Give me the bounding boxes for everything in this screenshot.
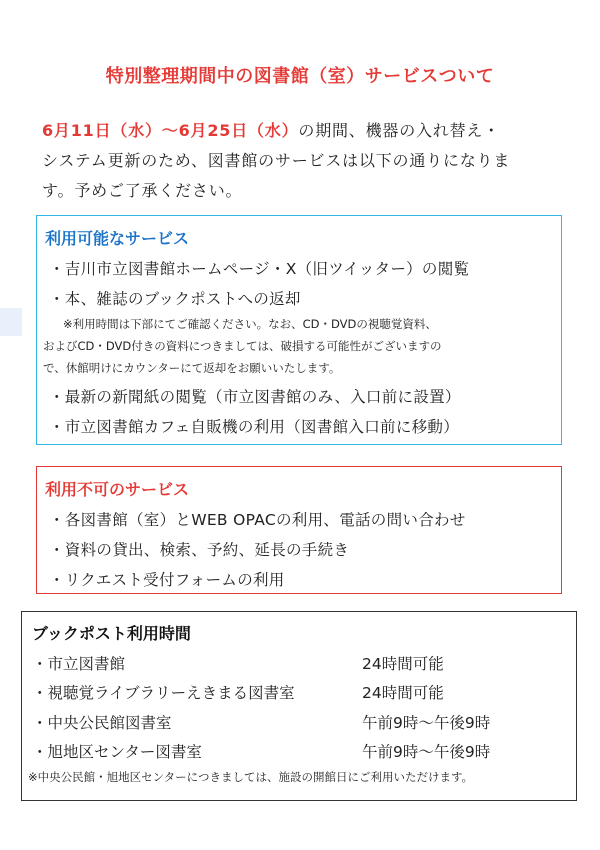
return-note-line: ※利用時間は下部にてご確認ください。なお、CD・DVDの視聴覚資料、: [63, 317, 437, 331]
available-item: ・市立図書館カフェ自販機の利用（図書館入口前に移動）: [49, 418, 460, 436]
return-note-line: およびCD・DVD付きの資料につきましては、破損する可能性がございますの: [43, 339, 442, 353]
unavailable-services-box: [36, 466, 562, 594]
bookpost-hours-box: [21, 611, 577, 801]
closure-date-range: 6月11日（水）～6月25日（水）: [42, 121, 299, 140]
return-note: [43, 313, 553, 379]
hours-location: ・中央公民館図書室: [32, 714, 172, 732]
page-title: 特別整理期間中の図書館（室）サービスついて: [105, 66, 495, 87]
hours-time: 24時間可能: [362, 655, 444, 673]
intro-line-1: [42, 116, 572, 146]
available-services-box: [36, 215, 562, 445]
bookpost-hours-heading: ブックポスト利用時間: [32, 624, 191, 643]
available-item: ・本、雑誌のブックポストへの返却: [49, 290, 301, 308]
hours-location: ・視聴覚ライブラリーえきまる図書室: [32, 684, 295, 702]
hours-time: 午前9時～午後9時: [362, 743, 491, 761]
hours-time: 午前9時～午後9時: [362, 714, 491, 732]
page-edge-marker: [0, 308, 22, 336]
intro-text-1: の期間、機器の入れ替え・: [298, 121, 501, 140]
available-services-heading: 利用可能なサービス: [45, 229, 190, 248]
available-item: ・最新の新聞紙の閲覧（市立図書館のみ、入口前に設置）: [49, 388, 461, 406]
unavailable-item: ・リクエスト受付フォームの利用: [49, 571, 285, 589]
intro-paragraph: [42, 116, 572, 206]
unavailable-item: ・資料の貸出、検索、予約、延長の手続き: [49, 541, 350, 559]
hours-footnote: ※中央公民館・旭地区センターにつきましては、施設の開館日にご利用いただけます。: [28, 770, 474, 784]
return-note-line: で、休館明けにカウンターにて返却をお願いいたします。: [43, 361, 341, 375]
hours-location: ・旭地区センター図書室: [32, 743, 202, 761]
available-item: ・吉川市立図書館ホームページ・X（旧ツイッター）の閲覧: [49, 260, 470, 278]
hours-location: ・市立図書館: [32, 655, 126, 673]
intro-line-3: す。予めご了承ください。: [42, 181, 243, 200]
unavailable-services-heading: 利用不可のサービス: [45, 480, 190, 499]
hours-time: 24時間可能: [362, 684, 444, 702]
unavailable-item: ・各図書館（室）とWEB OPACの利用、電話の問い合わせ: [49, 511, 466, 529]
intro-line-2: システム更新のため、図書館のサービスは以下の通りになりま: [42, 151, 511, 170]
